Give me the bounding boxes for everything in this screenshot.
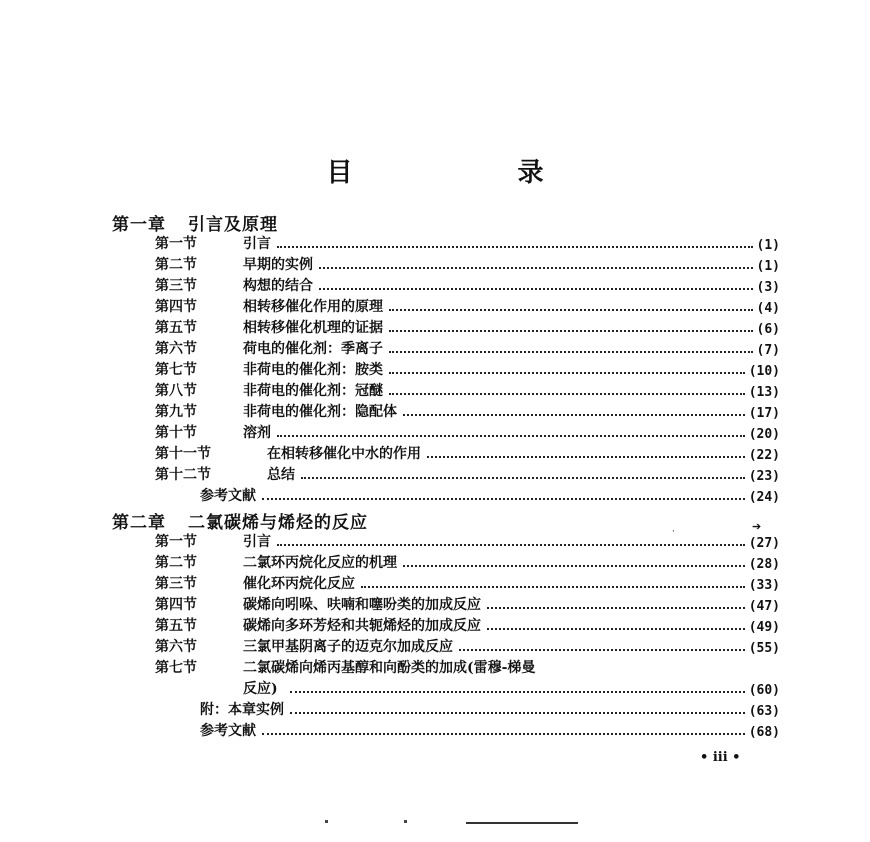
section-number: 第三节 xyxy=(155,576,197,592)
section-number: 第六节 xyxy=(155,639,197,655)
section-number: 第十一节 xyxy=(155,446,211,462)
leader-dots xyxy=(277,434,745,437)
leader-dots xyxy=(290,690,745,693)
page-number: (17) xyxy=(748,406,780,421)
leader-dots xyxy=(403,413,745,416)
page-number: (24) xyxy=(748,490,780,505)
section-title: 非荷电的催化剂：胺类 xyxy=(243,362,383,378)
leader-dots xyxy=(389,392,745,395)
section-number: 第八节 xyxy=(155,383,197,399)
section-number: 第一节 xyxy=(155,236,197,252)
section-title: 总结 xyxy=(267,467,295,483)
chapter-title: 引言及原理 xyxy=(188,215,278,235)
chapter-heading xyxy=(112,508,368,533)
toc-entry xyxy=(155,422,780,442)
section-title: 参考文献 xyxy=(200,488,256,504)
section-title: 二氯碳烯向烯丙基醇和向酚类的加成(雷穆-梯曼 xyxy=(243,660,536,676)
section-title: 碳烯向吲哚、呋喃和噻吩类的加成反应 xyxy=(243,597,481,613)
arrow-mark-icon: ➔ xyxy=(752,520,762,533)
leader-dots xyxy=(262,497,745,500)
section-number: 第十节 xyxy=(155,425,197,441)
section-number: 第一节 xyxy=(155,534,197,550)
page-number: (1) xyxy=(756,238,780,253)
section-number: 第七节 xyxy=(155,660,197,676)
page-number: (23) xyxy=(748,469,780,484)
section-number: 第二节 xyxy=(155,257,197,273)
section-title: 催化环丙烷化反应 xyxy=(243,576,355,592)
page-number: (28) xyxy=(748,557,780,572)
chapter-heading xyxy=(112,210,278,235)
toc-entry xyxy=(155,657,780,677)
leader-dots xyxy=(301,476,745,479)
section-title: 二氯环丙烷化反应的机理 xyxy=(243,555,397,571)
toc-entry xyxy=(155,615,780,635)
chapter-label: 第一章 xyxy=(112,215,166,235)
section-number: 第四节 xyxy=(155,299,197,315)
leader-dots xyxy=(361,585,745,588)
toc-entry xyxy=(200,720,780,740)
toc-entry xyxy=(155,254,780,274)
leader-dots xyxy=(262,732,745,735)
section-number: 第二节 xyxy=(155,555,197,571)
toc-entry xyxy=(155,531,780,551)
page-number: (55) xyxy=(748,641,780,656)
scan-speck: · xyxy=(672,527,675,537)
section-title: 附：本章实例 xyxy=(200,702,284,718)
scan-artifact-line xyxy=(466,822,578,824)
leader-dots xyxy=(389,350,753,353)
page-number: (27) xyxy=(748,536,780,551)
chapter-title: 二氯碳烯与烯烃的反应 xyxy=(188,513,368,533)
leader-dots xyxy=(389,329,753,332)
page-number: (60) xyxy=(748,683,780,698)
toc-entry xyxy=(155,443,780,463)
page-number: (7) xyxy=(756,343,780,358)
toc-entry xyxy=(155,401,780,421)
section-number: 第三节 xyxy=(155,278,197,294)
section-title: 溶剂 xyxy=(243,425,271,441)
page-number: (1) xyxy=(756,259,780,274)
page-number: (22) xyxy=(748,448,780,463)
page-number: (20) xyxy=(748,427,780,442)
section-title: 引言 xyxy=(243,534,271,550)
section-number: 第五节 xyxy=(155,618,197,634)
section-title: 碳烯向多环芳烃和共轭烯烃的加成反应 xyxy=(243,618,481,634)
leader-dots xyxy=(427,455,745,458)
toc-entry xyxy=(155,464,780,484)
page-number: (49) xyxy=(748,620,780,635)
leader-dots xyxy=(277,543,745,546)
toc-entry xyxy=(155,573,780,593)
page-number: (4) xyxy=(756,301,780,316)
leader-dots xyxy=(319,266,753,269)
section-title: 参考文献 xyxy=(200,723,256,739)
toc-entry xyxy=(155,552,780,572)
toc-entry xyxy=(155,233,780,253)
section-title: 引言 xyxy=(243,236,271,252)
section-number: 第九节 xyxy=(155,404,197,420)
page-number: (6) xyxy=(756,322,780,337)
section-number: 第十二节 xyxy=(155,467,211,483)
leader-dots xyxy=(290,711,745,714)
page-number: (10) xyxy=(748,364,780,379)
section-number: 第七节 xyxy=(155,362,197,378)
toc-entry xyxy=(155,359,780,379)
toc-entry xyxy=(155,380,780,400)
leader-dots xyxy=(487,606,745,609)
toc-entry-continuation xyxy=(243,678,780,698)
toc-entry xyxy=(155,636,780,656)
page-number: (47) xyxy=(748,599,780,614)
toc-entry xyxy=(200,699,780,719)
section-title: 非荷电的催化剂：隐配体 xyxy=(243,404,397,420)
section-title-continuation: 反应) xyxy=(243,681,278,697)
leader-dots xyxy=(389,308,753,311)
section-title: 在相转移催化中水的作用 xyxy=(267,446,421,462)
section-title: 早期的实例 xyxy=(243,257,313,273)
toc-entry xyxy=(155,594,780,614)
scan-artifact-dot xyxy=(325,820,328,823)
leader-dots xyxy=(389,371,745,374)
section-title: 构想的结合 xyxy=(243,278,313,294)
page-number: (13) xyxy=(748,385,780,400)
chapter-label: 第二章 xyxy=(112,513,166,533)
scan-artifact-dot xyxy=(404,820,407,823)
page-title: 目 录 xyxy=(326,158,622,188)
toc-entry xyxy=(155,296,780,316)
toc-entry xyxy=(200,485,780,505)
leader-dots xyxy=(277,245,753,248)
page-folio: • iii • xyxy=(700,750,741,765)
leader-dots xyxy=(319,287,753,290)
section-number: 第五节 xyxy=(155,320,197,336)
page-number: (3) xyxy=(756,280,780,295)
toc-entry xyxy=(155,275,780,295)
toc-entry xyxy=(155,317,780,337)
toc-entry xyxy=(155,338,780,358)
section-title: 非荷电的催化剂：冠醚 xyxy=(243,383,383,399)
section-number: 第四节 xyxy=(155,597,197,613)
leader-dots xyxy=(403,564,745,567)
section-title: 荷电的催化剂：季离子 xyxy=(243,341,383,357)
section-title: 相转移催化作用的原理 xyxy=(243,299,383,315)
section-number: 第六节 xyxy=(155,341,197,357)
page-number: (68) xyxy=(748,725,780,740)
leader-dots xyxy=(459,648,745,651)
section-title: 三氯甲基阴离子的迈克尔加成反应 xyxy=(243,639,453,655)
page-number: (63) xyxy=(748,704,780,719)
section-title: 相转移催化机理的证据 xyxy=(243,320,383,336)
leader-dots xyxy=(487,627,745,630)
page-number: (33) xyxy=(748,578,780,593)
